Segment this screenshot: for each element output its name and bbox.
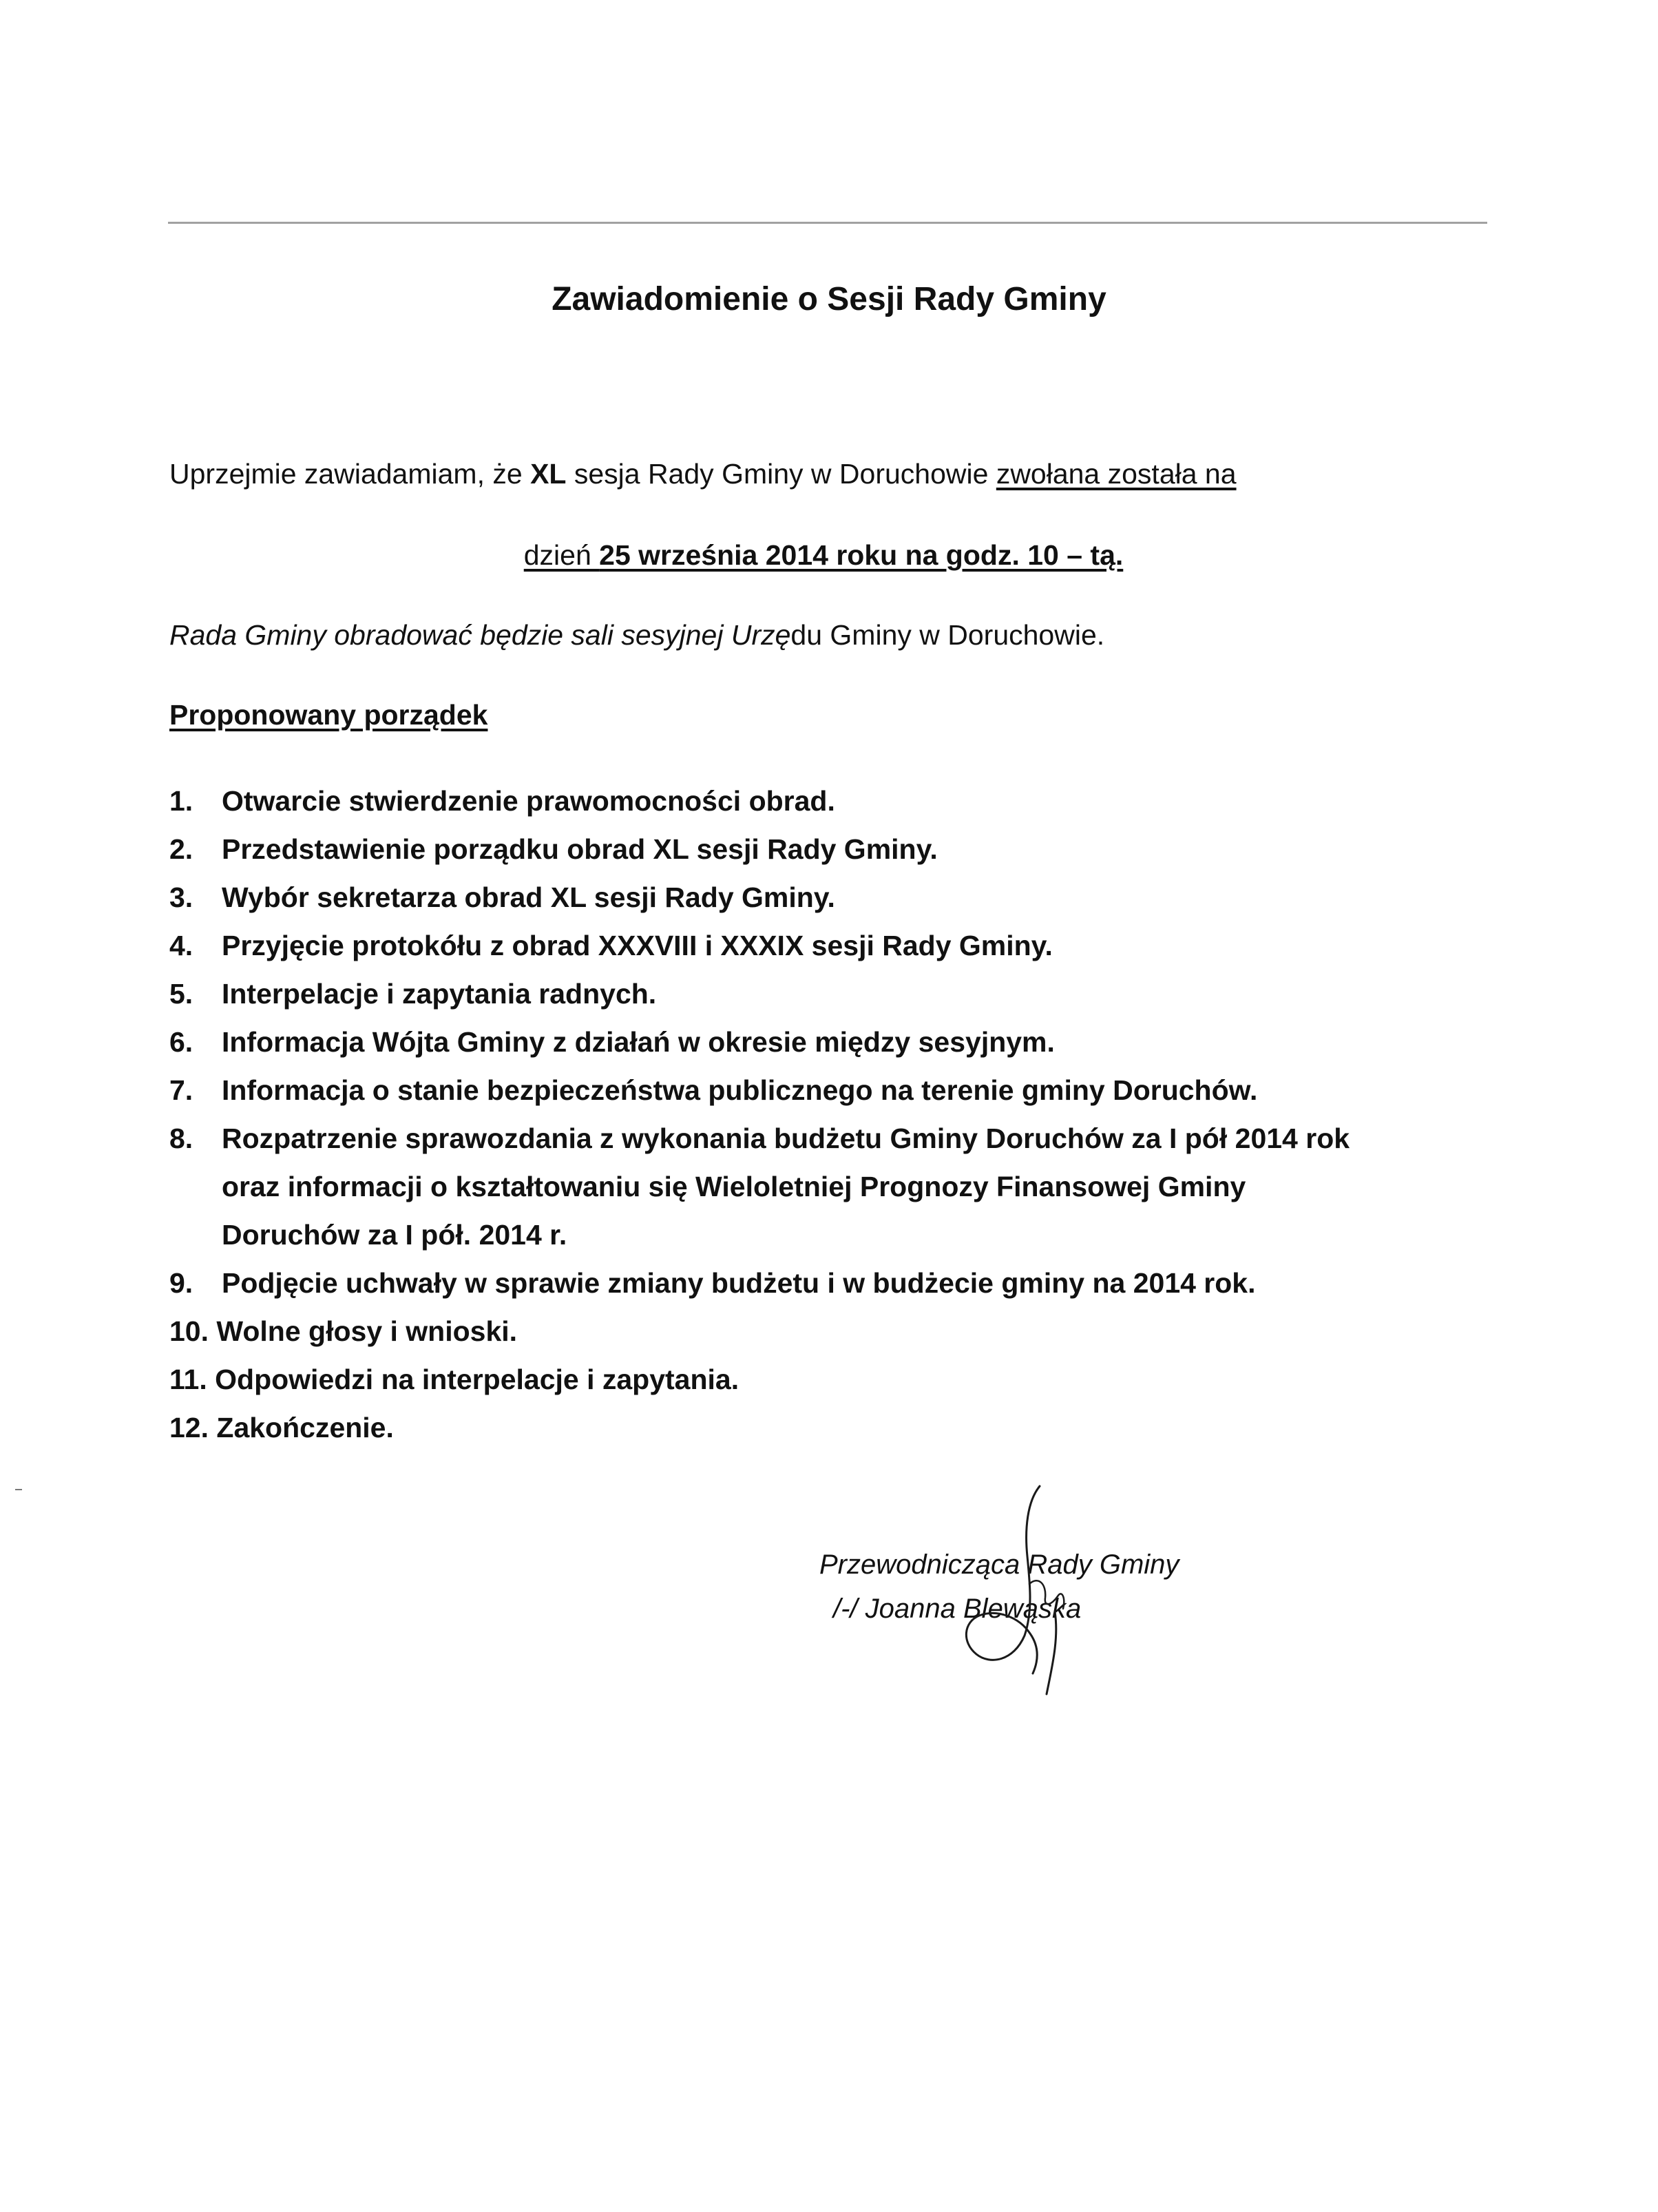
handwritten-signature bbox=[936, 1481, 1115, 1708]
venue-line bbox=[169, 616, 1104, 654]
venue-normal: du Gminy w Doruchowie. bbox=[790, 619, 1105, 651]
agenda-item-number: 8. bbox=[169, 1123, 193, 1154]
agenda-list bbox=[169, 777, 1533, 1452]
agenda-item-text-continued: oraz informacji o kształtowaniu się Wieloletniej Prognozy Finansowej Gminy bbox=[222, 1171, 1246, 1202]
agenda-item bbox=[169, 921, 1533, 970]
agenda-item-number: 7. bbox=[169, 1074, 193, 1106]
scan-speck bbox=[15, 1489, 22, 1490]
agenda-item bbox=[169, 825, 1533, 873]
agenda-heading: Proponowany porządek bbox=[169, 699, 488, 731]
agenda-item-number: 1. bbox=[169, 785, 193, 817]
agenda-item-text: Wybór sekretarza obrad XL sesji Rady Gminy. bbox=[222, 881, 835, 913]
signatory-name: /-/ Joanna Blewąska bbox=[833, 1594, 1082, 1624]
agenda-item-text: Zakończenie. bbox=[216, 1412, 394, 1443]
agenda-item bbox=[169, 1018, 1533, 1066]
agenda-item bbox=[169, 873, 1533, 921]
agenda-item-number: 10. bbox=[169, 1315, 209, 1347]
intro-text-3: zwołana została na bbox=[996, 458, 1237, 490]
session-date: 25 września 2014 roku na godz. 10 – tą. bbox=[599, 539, 1124, 571]
top-rule bbox=[168, 222, 1487, 224]
agenda-item bbox=[169, 1114, 1533, 1259]
agenda-item-text: Rozpatrzenie sprawozdania z wykonania budżetu Gminy Doruchów za I pół 2014 rok bbox=[222, 1123, 1350, 1154]
session-number: XL bbox=[530, 458, 567, 490]
agenda-item bbox=[169, 777, 1533, 825]
agenda-item-number: 5. bbox=[169, 978, 193, 1010]
date-prefix: dzień bbox=[523, 539, 600, 571]
agenda-item bbox=[169, 1066, 1533, 1114]
agenda-item bbox=[169, 1307, 1533, 1355]
agenda-item-text: Otwarcie stwierdzenie prawomocności obrad. bbox=[222, 785, 835, 817]
agenda-item bbox=[169, 1404, 1533, 1452]
document-title: Zawiadomienie o Sesji Rady Gminy bbox=[552, 281, 1106, 317]
intro-text-1: Uprzejmie zawiadamiam, że bbox=[169, 458, 531, 490]
agenda-item-number: 4. bbox=[169, 930, 193, 961]
agenda-item-number: 9. bbox=[169, 1267, 193, 1299]
agenda-item-number: 11. bbox=[169, 1364, 207, 1395]
agenda-item bbox=[169, 1259, 1533, 1307]
agenda-item bbox=[169, 970, 1533, 1018]
agenda-item-number: 2. bbox=[169, 833, 193, 865]
date-line bbox=[0, 536, 1652, 574]
agenda-item-text: Odpowiedzi na interpelacje i zapytania. bbox=[215, 1364, 739, 1395]
agenda-item-number: 3. bbox=[169, 881, 193, 913]
agenda-item-text-continued: Doruchów za I pół. 2014 r. bbox=[222, 1219, 567, 1251]
agenda-item-text: Podjęcie uchwały w sprawie zmiany budżetu i w budżecie gminy na 2014 rok. bbox=[222, 1267, 1256, 1299]
agenda-item-number: 6. bbox=[169, 1026, 193, 1058]
intro-text-2: sesja Rady Gminy w Doruchowie bbox=[566, 458, 996, 490]
agenda-item bbox=[169, 1355, 1533, 1404]
signatory-role: Przewodnicząca Rady Gminy bbox=[819, 1550, 1179, 1580]
agenda-item-text: Wolne głosy i wnioski. bbox=[216, 1315, 518, 1347]
agenda-item-text: Przedstawienie porządku obrad XL sesji Rady Gminy. bbox=[222, 833, 938, 865]
intro-line bbox=[169, 455, 1237, 493]
agenda-item-text: Informacja o stanie bezpieczeństwa publicznego na terenie gminy Doruchów. bbox=[222, 1074, 1258, 1106]
venue-italic: Rada Gminy obradować będzie sali sesyjnej Urzę bbox=[169, 619, 791, 651]
agenda-item-number: 12. bbox=[169, 1412, 209, 1443]
agenda-item-text: Przyjęcie protokółu z obrad XXXVIII i XXXIX sesji Rady Gminy. bbox=[222, 930, 1053, 961]
agenda-item-text: Informacja Wójta Gminy z działań w okresie między sesyjnym. bbox=[222, 1026, 1055, 1058]
agenda-item-text: Interpelacje i zapytania radnych. bbox=[222, 978, 657, 1010]
